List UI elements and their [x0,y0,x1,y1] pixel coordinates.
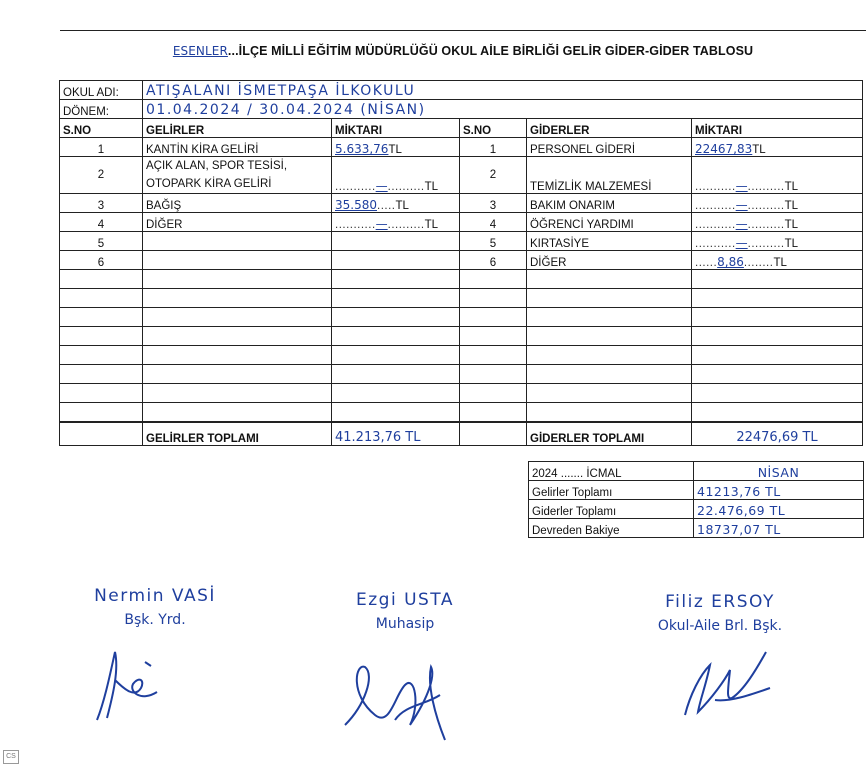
table-row [60,251,863,270]
table-row [60,232,863,251]
signer-role: Okul-Aile Brl. Bşk. [657,618,783,634]
column-header-row [60,119,863,138]
expense-amount: ...........—..........TL [692,157,863,194]
income-amount: ...........—..........TL [332,213,460,232]
income-total-value: 41.213,76 TL [332,422,460,446]
summary-row [529,481,864,500]
signature-block-1 [70,586,240,628]
summary-table [528,461,864,538]
expense-no: 5 [460,232,527,251]
period-row [60,100,863,119]
empty-row [60,308,863,327]
expense-label: BAKIM ONARIM [527,194,692,213]
income-expense-table [59,80,863,446]
signature-scribble-2 [335,655,465,750]
signature-block-3 [620,592,820,634]
scanner-logo-icon: CS [3,750,19,764]
signature-block-2 [330,590,480,632]
summary-label: Giderler Toplamı [529,500,694,519]
empty-row [60,346,863,365]
empty-row [60,289,863,308]
income-label: BAĞIŞ [143,194,332,213]
expense-no: 4 [460,213,527,232]
district-handwritten: ESENLER [172,44,228,58]
expense-amount: ......8,86........TL [692,251,863,270]
income-label [143,232,332,251]
empty-row [60,270,863,289]
income-no: 6 [60,251,143,270]
income-label: KANTİN KİRA GELİRİ [143,138,332,157]
school-name: ATIŞALANI İSMETPAŞA İLKOKULU [143,81,863,100]
school-label: OKUL ADI: [60,81,143,100]
expense-no: 1 [460,138,527,157]
income-amount [332,251,460,270]
signature-scribble-3 [670,640,780,725]
income-no: 5 [60,232,143,251]
expense-no: 6 [460,251,527,270]
expense-amount: 22467,83TL [692,138,863,157]
empty-row [60,403,863,423]
summary-label: Gelirler Toplamı [529,481,694,500]
expense-label: TEMİZLİK MALZEMESİ [527,157,692,194]
income-amount: ...........—..........TL [332,157,460,194]
table-row [60,157,863,194]
expense-total-label: GİDERLER TOPLAMI [527,422,692,446]
income-amount [332,232,460,251]
title-text: ...İLÇE MİLLİ EĞİTİM MÜDÜRLÜĞÜ OKUL AİLE BİRLİĞİ GELİR GİDER-GİDER TABLOSU [227,44,754,58]
school-row [60,81,863,100]
income-no: 3 [60,194,143,213]
summary-row [529,500,864,519]
summary-header-label: 2024 ....... İCMAL [529,462,694,481]
signer-role: Bşk. Yrd. [124,612,186,628]
expense-amount: ...........—..........TL [692,213,863,232]
income-no: 1 [60,138,143,157]
empty-row [60,327,863,346]
income-no: 4 [60,213,143,232]
signer-role: Muhasip [375,616,435,632]
table-row [60,213,863,232]
table-row [60,194,863,213]
expense-no: 3 [460,194,527,213]
summary-row [529,519,864,538]
income-amount: 5.633,76TL [332,138,460,157]
income-no: 2 [60,157,143,194]
totals-row [60,422,863,446]
expense-no: 2 [460,157,527,194]
expense-total-value: 22476,69 TL [692,422,863,446]
top-rule [60,30,866,31]
period-value: 01.04.2024 / 30.04.2024 (NİSAN) [143,100,863,119]
col-income: GELİRLER [143,119,332,138]
income-label: DİĞER [143,213,332,232]
summary-value: 22.476,69 TL [694,500,864,519]
col-expense: GİDERLER [527,119,692,138]
signer-name: Nermin VASİ [94,586,216,606]
summary-value: 18737,07 TL [694,519,864,538]
expense-label: DİĞER [527,251,692,270]
income-label: AÇIK ALAN, SPOR TESİSİ, OTOPARK KİRA GELİRİ [143,157,332,194]
table-row [60,138,863,157]
expense-label: ÖĞRENCİ YARDIMI [527,213,692,232]
col-sno2: S.NO [460,119,527,138]
expense-label: KIRTASİYE [527,232,692,251]
expense-label: PERSONEL GİDERİ [527,138,692,157]
income-label [143,251,332,270]
signer-name: Ezgi USTA [355,590,454,610]
empty-row [60,384,863,403]
col-amount: MİKTARI [332,119,460,138]
document-title [60,44,866,58]
income-total-label: GELİRLER TOPLAMI [143,422,332,446]
col-amount2: MİKTARI [692,119,863,138]
summary-value: 41213,76 TL [694,481,864,500]
summary-header-value: NİSAN [694,462,864,481]
summary-header-row [529,462,864,481]
expense-amount: ...........—..........TL [692,194,863,213]
col-sno: S.NO [60,119,143,138]
income-amount: 35.580.....TL [332,194,460,213]
summary-label: Devreden Bakiye [529,519,694,538]
period-label: DÖNEM: [60,100,143,119]
expense-amount: ...........—..........TL [692,232,863,251]
empty-row [60,365,863,384]
signature-scribble-1 [85,640,175,730]
signer-name: Filiz ERSOY [665,592,775,612]
